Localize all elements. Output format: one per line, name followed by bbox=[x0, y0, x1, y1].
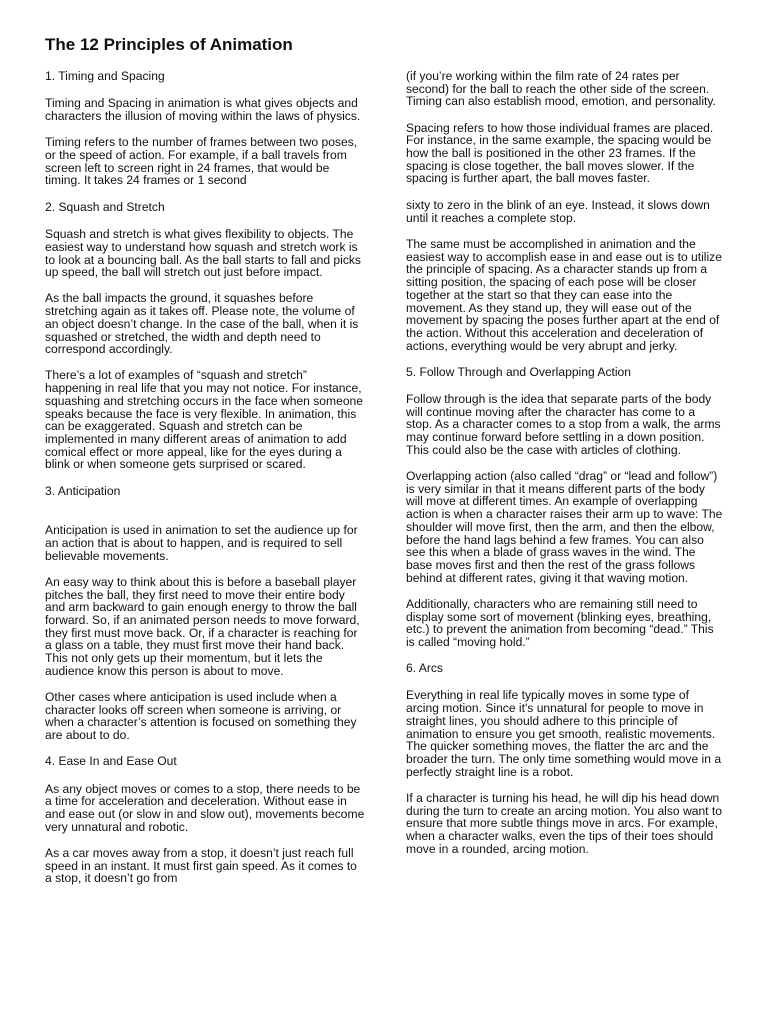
paragraph: An easy way to think about this is before a baseball player pitches the ball, they first need to move their entire body and arm backward to gain enough energy to throw the ball forward. So, if an animated person needs to move forward, they first must move back. Or, if a character is reaching for a glass on a table, they must first move their hand back. This not only gets up their momentum, but it lets the audience know this person is about to move. bbox=[45, 574, 360, 678]
section-heading-follow-through: 5. Follow Through and Overlapping Action bbox=[406, 364, 631, 379]
paragraph: As any object moves or comes to a stop, there needs to be a time for acceleration and deceleration. Without ease in and ease out (or slow in and slow out), movements become very unnatural and robotic. bbox=[45, 781, 365, 834]
section-heading-timing: 1. Timing and Spacing bbox=[45, 69, 165, 83]
section-heading-anticipation: 3. Anticipation bbox=[45, 483, 121, 498]
paragraph: Squash and stretch is what gives flexibility to objects. The easiest way to understand how squash and stretch work is to look at a bouncing ball. As the ball starts to fall and picks up speed, the ball will stretch out just before impact. bbox=[45, 227, 361, 280]
paragraph: The same must be accomplished in animation and the easiest way to accomplish ease in and ease out is to utilize the principle of spacing. As a character stands up from a sitting position, the spacing of each pose will be closer together at the start so that they can ease into the movement. As they stand up, they will ease out of the movement by spacing the poses further apart at the end of the action. Without this acceleration and deceleration of actions, everything would be very abrupt and jerky. bbox=[406, 237, 722, 353]
paragraph: Other cases where anticipation is used include when a character looks off screen when someone is arriving, or when a character’s attention is focused on something they are about to do. bbox=[45, 690, 357, 743]
paragraph: Spacing refers to how those individual frames are placed. For instance, in the same example, the spacing would be how the ball is positioned in the other 23 frames. If the spacing is close together, the ball moves slower. If the spacing is further apart, the ball moves faster. bbox=[406, 120, 714, 186]
paragraph: Follow through is the idea that separate parts of the body will continue moving after the character has come to a stop. As a character comes to a stop from a walk, the arms may continue forward before settling in a down position. This could also be the case with articles of clothing. bbox=[406, 392, 721, 457]
section-heading-arcs: 6. Arcs bbox=[406, 661, 443, 676]
paragraph: As a car moves away from a stop, it doesn’t just reach full speed in an instant. It must first gain speed. As it comes to a stop, it doesn’t go from bbox=[45, 845, 357, 886]
section-heading-ease: 4. Ease In and Ease Out bbox=[45, 754, 177, 769]
paragraph: Anticipation is used in animation to set the audience up for an action that is about to happen, and is required to sell believable movements. bbox=[45, 523, 358, 563]
left-column bbox=[45, 70, 365, 898]
page-title: The 12 Principles of Animation bbox=[45, 35, 293, 54]
paragraph: (if you’re working within the film rate of 24 rates per second) for the ball to reach the other side of the screen. Timing can also establish mood, emotion, and personality. bbox=[406, 69, 716, 109]
paragraph: Everything in real life typically moves in some type of arcing motion. Since it's unnatural for people to move in straight lines, you should adhere to this principle of animation to ensure you get smooth, realistic movements. The quicker something moves, the flatter the arc and the broader the turn. The only time something would move in a perfectly straight line is a robot. bbox=[406, 688, 722, 779]
paragraph: Timing and Spacing in animation is what gives objects and characters the illusion of moving within the laws of physics. bbox=[45, 96, 361, 123]
paragraph: sixty to zero in the blink of an eye. Instead, it slows down until it reaches a complete stop. bbox=[406, 198, 710, 225]
paragraph: As the ball impacts the ground, it squashes before stretching again as it takes off. Please note, the volume of an object doesn’t change. In the case of the ball, when it is squashed or stretched, the width and depth need to correspond accordingly. bbox=[45, 291, 359, 357]
paragraph: Overlapping action (also called “drag” or “lead and follow”) is very similar in that it means different parts of the body will move at different times. An example of overlapping action is when a character raises their arm up to wave: The shoulder will move first, then the arm, and then the elbow, before the hand lags behind a few frames. You can also see this when a blade of grass waves in the wind. The base moves first and then the rest of the grass follows behind at different rates, giving it that waving motion. bbox=[406, 469, 723, 585]
paragraph: If a character is turning his head, he will dip his head down during the turn to create an arcing motion. You also want to ensure that more subtle things move in arcs. For example, when a character walks, even the tips of their toes should move in a rounded, arcing motion. bbox=[406, 790, 722, 856]
right-column bbox=[406, 70, 724, 869]
paragraph: Additionally, characters who are remaining still need to display some sort of movement (blinking eyes, breathing, etc.) to prevent the animation from becoming “dead.” This is called “moving hold.” bbox=[406, 596, 714, 650]
paragraph: There’s a lot of examples of “squash and stretch” happening in real life that you may not notice. For instance, squashing and stretching occurs in the face when someone speaks because the face is very flexible. In animation, this can be exaggerated. Squash and stretch can be implemented in many different areas of animation to add comical effect or more appeal, like for the eyes during a blink or when someone gets surprised or scared. bbox=[45, 368, 363, 472]
section-heading-squash: 2. Squash and Stretch bbox=[45, 199, 165, 214]
paragraph: Timing refers to the number of frames between two poses, or the speed of action. For example, if a ball travels from screen left to screen right in 24 frames, that would be timing. It takes 24 frames or 1 second bbox=[45, 135, 358, 188]
